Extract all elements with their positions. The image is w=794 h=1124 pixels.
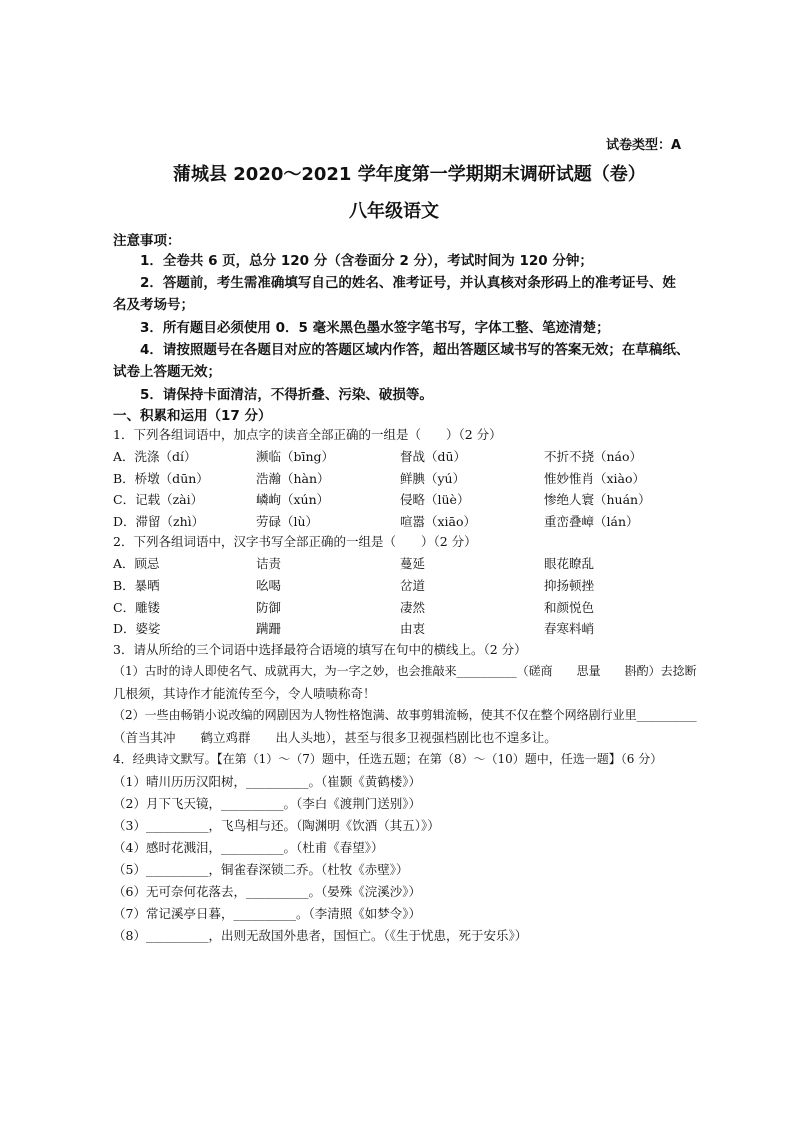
q4-item-5: （5）__________，铜雀春深锁二乔。（杜牧《赤壁》） (113, 862, 409, 877)
q1-option-a-word-2: 濒临（bīng） (256, 449, 335, 464)
q1-option-c-word-2: 嶙峋（xún） (256, 492, 330, 507)
q2-option-b-word-4: 抑扬顿挫 (544, 578, 595, 593)
q3-part-1-line-1: （1）古时的诗人即使名气、成就再大，为一字之妙，也会推敲来__________（磋商 思量 斟酌）去捻断 (113, 664, 697, 678)
q2-option-a-word-2: 诘责 (256, 556, 282, 571)
notice-item-3: 3．所有题目必须使用 0．5 毫米黑色墨水签字笔书写，字体工整、笔迹清楚； (140, 320, 610, 336)
section-1-heading: 一、积累和运用（17 分） (113, 408, 272, 424)
q2-option-b-word-2: 吆喝 (256, 578, 282, 593)
q3-part-1-line-2: 几根须，其诗作才能流传至今，令人啧啧称奇！ (113, 686, 376, 701)
q4-item-2: （2）月下飞天镜，__________。（李白《渡荆门送别》） (113, 796, 421, 811)
q3-part-2-line-1: （2）一些由畅销小说改编的网剧因为人物性格饱满、故事剪辑流畅，使其不仅在整个网络剧行业里__________ (113, 708, 697, 722)
q1-option-d-word-1: D．滞留（zhì） (113, 514, 205, 529)
q3-stem: 3．请从所给的三个词语中选择最符合语境的填写在句中的横线上。（2 分） (113, 642, 527, 657)
q2-option-d-word-1: D．婆娑 (113, 621, 161, 636)
page-subtitle: 八年级语文 (349, 201, 439, 222)
q4-item-3: （3）__________，飞鸟相与还。（陶渊明《饮酒（其五）》） (113, 818, 440, 833)
q2-option-b-word-1: B．暴晒 (113, 578, 160, 593)
q4-item-7: （7）常记溪亭日暮，__________。（李清照《如梦令》） (113, 906, 421, 921)
q2-option-a-word-1: A．顾忌 (113, 556, 160, 571)
q2-option-c-word-1: C．雕镂 (113, 600, 161, 615)
page-title: 蒲城县 2020～2021 学年度第一学期期末调研试题（卷） (173, 164, 646, 185)
q4-item-8: （8）__________，出则无敌国外患者，国恒亡。（《生于忧患，死于安乐》） (113, 928, 528, 943)
notice-item-2a: 2．答题前，考生需准确填写自己的姓名、准考证号，并认真核对条形码上的准考证号、姓 (140, 275, 676, 291)
q4-item-4: （4）感时花溅泪，__________。（杜甫《春望》） (113, 840, 384, 855)
q1-option-a-word-1: A．洗涤（dí） (113, 449, 197, 464)
q1-option-b-word-4: 惟妙惟肖（xiào） (544, 471, 646, 486)
q2-option-c-word-3: 凄然 (400, 600, 426, 615)
q1-option-c-word-1: C．记载（zài） (113, 492, 204, 507)
q2-option-a-word-4: 眼花瞭乱 (544, 556, 595, 571)
q1-option-c-word-4: 惨绝人寰（huán） (544, 492, 651, 507)
q2-option-d-word-2: 蹒跚 (256, 621, 282, 636)
q4-item-1: （1）晴川历历汉阳树，__________。（崔颢《黄鹤楼》） (113, 774, 421, 789)
notice-item-1: 1．全卷共 6 页，总分 120 分（含卷面分 2 分），考试时间为 120 分钟； (140, 253, 593, 269)
q2-option-c-word-4: 和颜悦色 (544, 600, 595, 615)
q2-option-b-word-3: 岔道 (400, 578, 426, 593)
notice-heading: 注意事项： (113, 233, 181, 249)
q2-option-d-word-3: 由衷 (400, 621, 426, 636)
q1-option-b-word-1: B．桥墩（dūn） (113, 471, 209, 486)
q3-part-2-line-2: （首当其冲 鹤立鸡群 出人头地），甚至与很多卫视强档剧比也不遑多让。 (113, 730, 557, 745)
q2-stem: 2．下列各组词语中，汉字书写全部正确的一组是（ ）（2 分） (113, 534, 477, 549)
q2-option-d-word-4: 春寒料峭 (544, 621, 595, 636)
q4-stem: 4．经典诗文默写。【在第（1）～（7）题中，任选五题；在第（8）～（10）题中，任选一题】（6 分） (113, 752, 663, 766)
q1-option-c-word-3: 侵略（lüè） (400, 492, 470, 507)
q2-option-c-word-2: 防御 (256, 600, 282, 615)
q1-option-a-word-3: 督战（dū） (400, 449, 467, 464)
q1-option-a-word-4: 不折不挠（náo） (544, 449, 643, 464)
q1-option-b-word-2: 浩瀚（hàn） (256, 471, 330, 486)
q2-option-a-word-3: 蔓延 (400, 556, 426, 571)
notice-item-4a: 4．请按照题号在各题目对应的答题区域内作答，超出答题区域书写的答案无效；在草稿纸、 (140, 342, 690, 358)
q1-option-d-word-4: 重峦叠嶂（lán） (544, 514, 639, 529)
notice-item-2b: 名及考场号； (113, 297, 194, 313)
notice-item-5: 5．请保持卡面清洁，不得折叠、污染、破损等。 (140, 387, 433, 403)
q4-item-6: （6）无可奈何花落去，__________。（晏殊《浣溪沙》） (113, 884, 421, 899)
q1-option-b-word-3: 鲜腆（yú） (400, 471, 466, 486)
exam-type: 试卷类型：A (606, 138, 682, 153)
q1-option-d-word-2: 劳碌（lù） (256, 514, 319, 529)
q1-stem: 1．下列各组词语中，加点字的读音全部正确的一组是（ ）（2 分） (113, 427, 502, 442)
q1-option-d-word-3: 喧嚣（xiāo） (400, 514, 477, 529)
notice-item-4b: 试卷上答题无效； (113, 364, 221, 380)
